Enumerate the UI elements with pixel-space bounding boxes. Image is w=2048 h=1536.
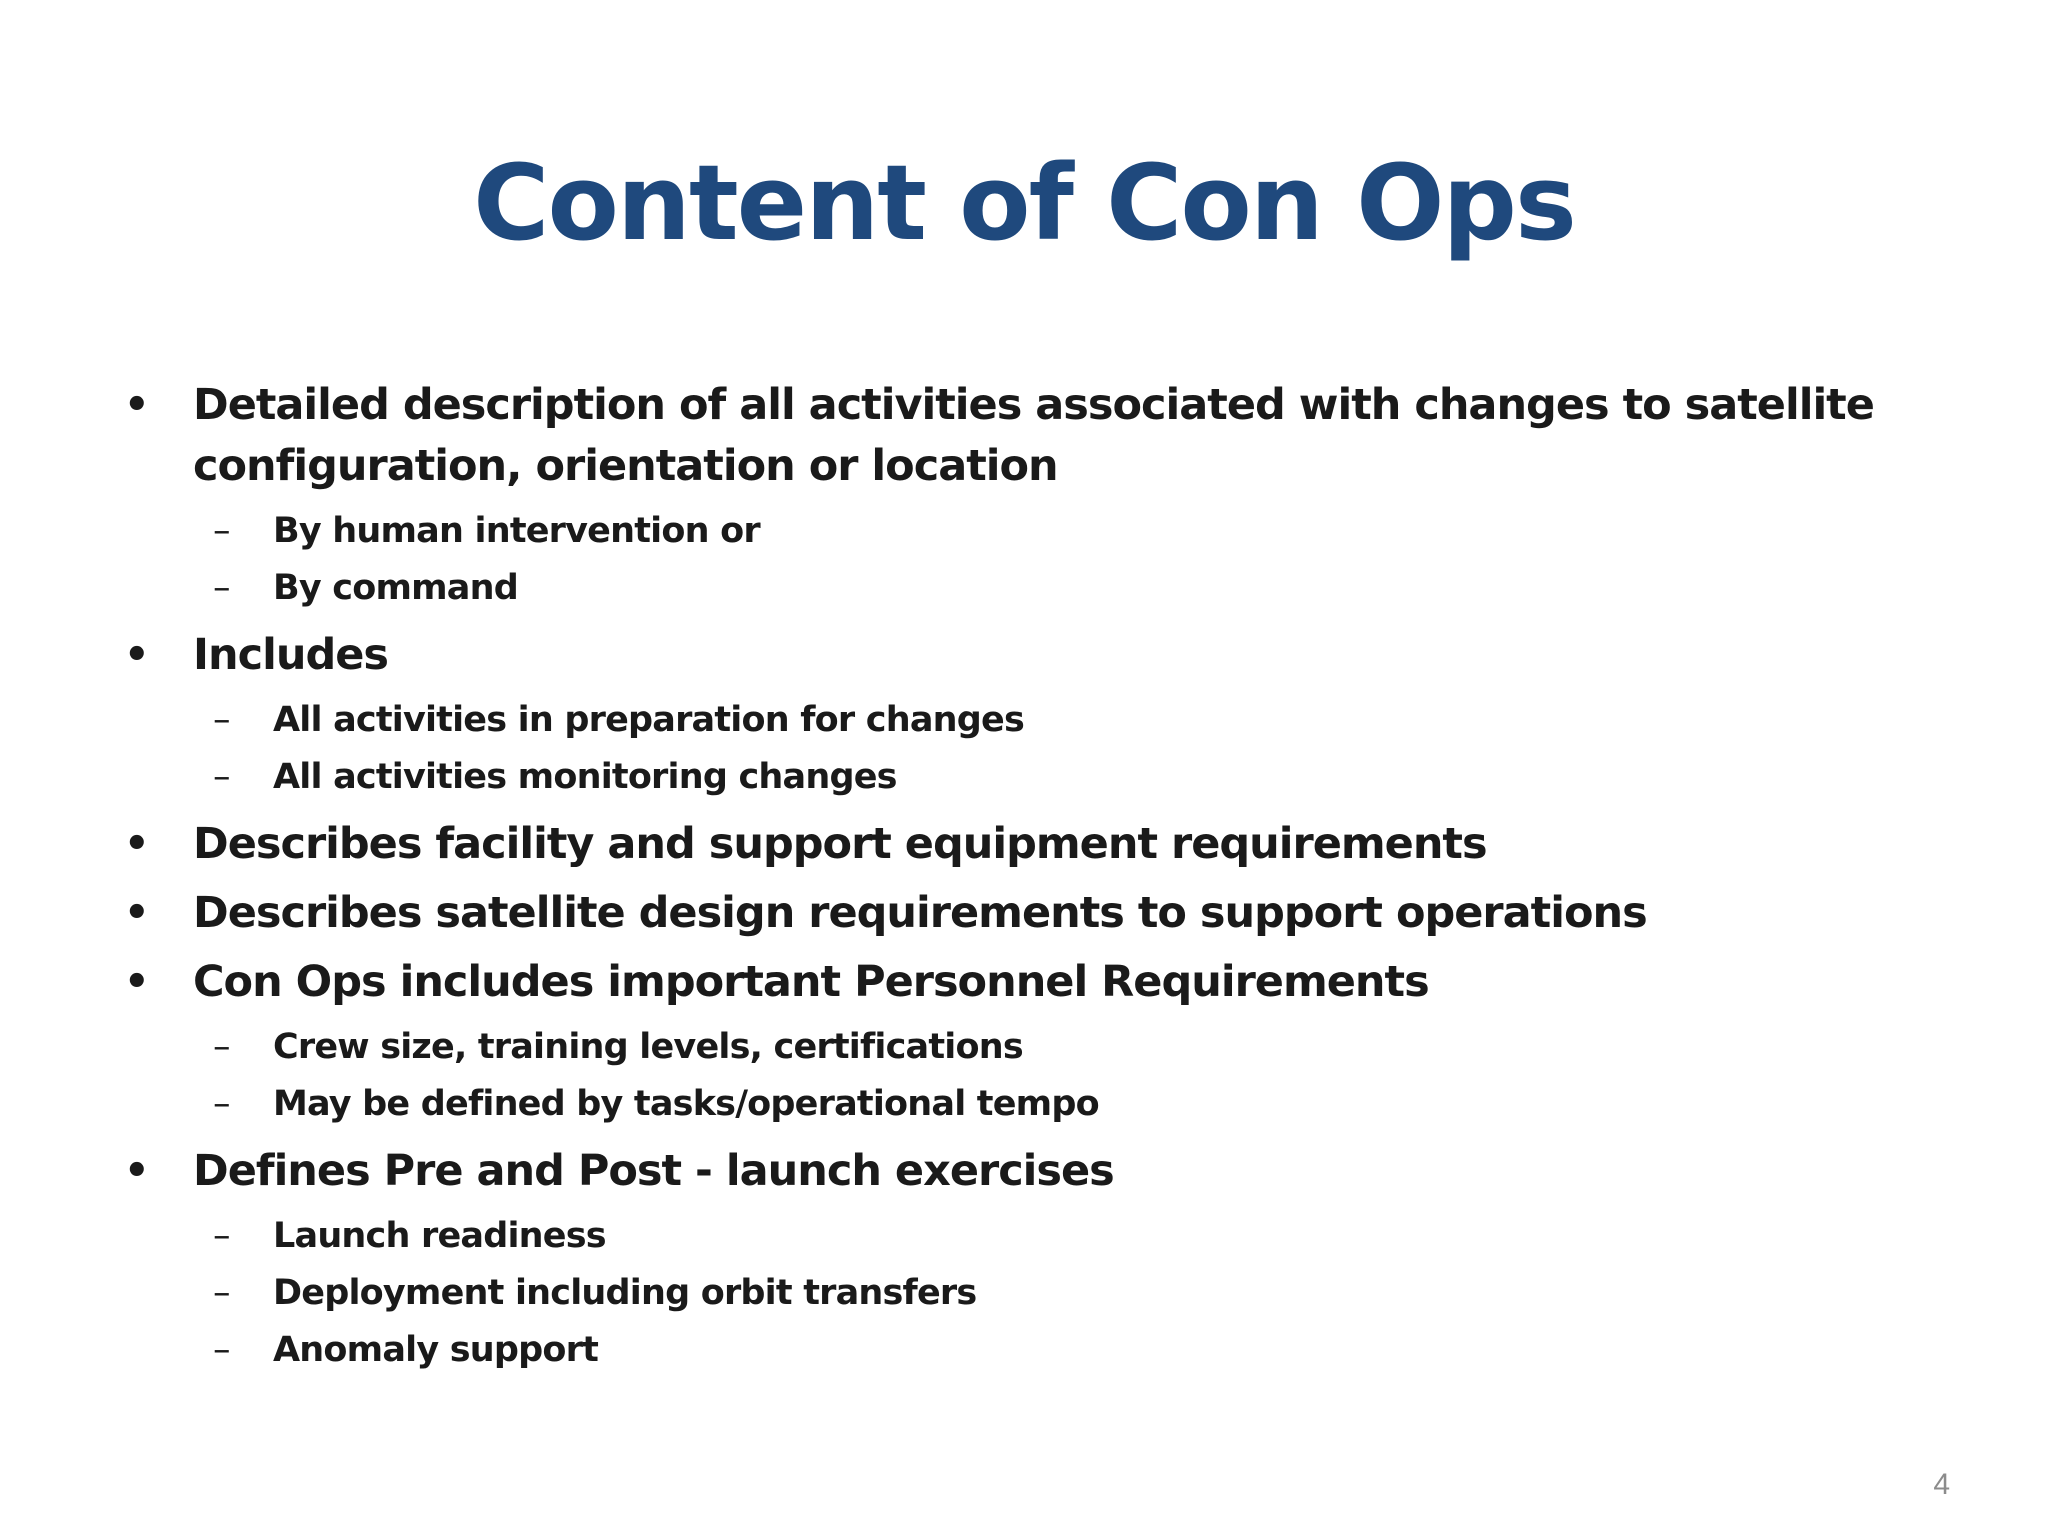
sub-marker: – bbox=[213, 1216, 230, 1256]
sub-item bbox=[213, 749, 1944, 806]
bullet-marker: • bbox=[124, 890, 149, 936]
bullet-marker: • bbox=[124, 632, 149, 678]
sub-marker: – bbox=[213, 511, 230, 551]
sub-text: All activities in preparation for changes bbox=[273, 700, 1024, 740]
sub-item bbox=[213, 1265, 1944, 1322]
bullet-marker: • bbox=[124, 1148, 149, 1194]
bullet-marker: • bbox=[124, 821, 149, 867]
sub-text: Anomaly support bbox=[273, 1330, 599, 1370]
sub-marker: – bbox=[213, 700, 230, 740]
bullet-marker: • bbox=[124, 382, 149, 428]
bullet-item bbox=[124, 883, 1944, 944]
sub-text: By command bbox=[273, 568, 518, 608]
bullet-list bbox=[124, 375, 1944, 1379]
sub-item bbox=[213, 1076, 1944, 1133]
bullet-item bbox=[124, 1141, 1944, 1379]
sub-text: Crew size, training levels, certifications bbox=[273, 1027, 1023, 1067]
bullet-text: Describes satellite design requirements to support operations bbox=[193, 888, 1647, 938]
page-number: 4 bbox=[1933, 1468, 1950, 1501]
bullet-text: Con Ops includes important Personnel Requirements bbox=[193, 957, 1429, 1007]
sub-text: Deployment including orbit transfers bbox=[273, 1273, 977, 1313]
sub-item bbox=[213, 1019, 1944, 1076]
bullet-item bbox=[124, 375, 1944, 617]
sub-marker: – bbox=[213, 1273, 230, 1313]
bullet-text: Includes bbox=[193, 630, 388, 680]
slide-title: Content of Con Ops bbox=[473, 142, 1575, 264]
bullet-marker: • bbox=[124, 959, 149, 1005]
sub-item bbox=[213, 1208, 1944, 1265]
sub-marker: – bbox=[213, 1330, 230, 1370]
bullet-text: Defines Pre and Post - launch exercises bbox=[193, 1146, 1114, 1196]
bullet-text: Describes facility and support equipment requirements bbox=[193, 819, 1487, 869]
bullet-item bbox=[124, 952, 1944, 1133]
bullet-item bbox=[124, 625, 1944, 806]
bullet-item bbox=[124, 814, 1944, 875]
sub-marker: – bbox=[213, 1084, 230, 1124]
sub-list bbox=[193, 503, 1944, 617]
sub-item bbox=[213, 560, 1944, 617]
sub-text: Launch readiness bbox=[273, 1216, 606, 1256]
sub-marker: – bbox=[213, 1027, 230, 1067]
sub-text: By human intervention or bbox=[273, 511, 760, 551]
sub-text: May be defined by tasks/operational tempo bbox=[273, 1084, 1099, 1124]
sub-text: All activities monitoring changes bbox=[273, 757, 897, 797]
sub-list bbox=[193, 692, 1944, 806]
sub-list bbox=[193, 1208, 1944, 1379]
sub-item bbox=[213, 692, 1944, 749]
sub-item bbox=[213, 1322, 1944, 1379]
sub-list bbox=[193, 1019, 1944, 1133]
sub-marker: – bbox=[213, 568, 230, 608]
bullet-text: Detailed description of all activities associated with changes to satellite configuration, orientation or location bbox=[193, 380, 1874, 491]
sub-marker: – bbox=[213, 757, 230, 797]
sub-item bbox=[213, 503, 1944, 560]
